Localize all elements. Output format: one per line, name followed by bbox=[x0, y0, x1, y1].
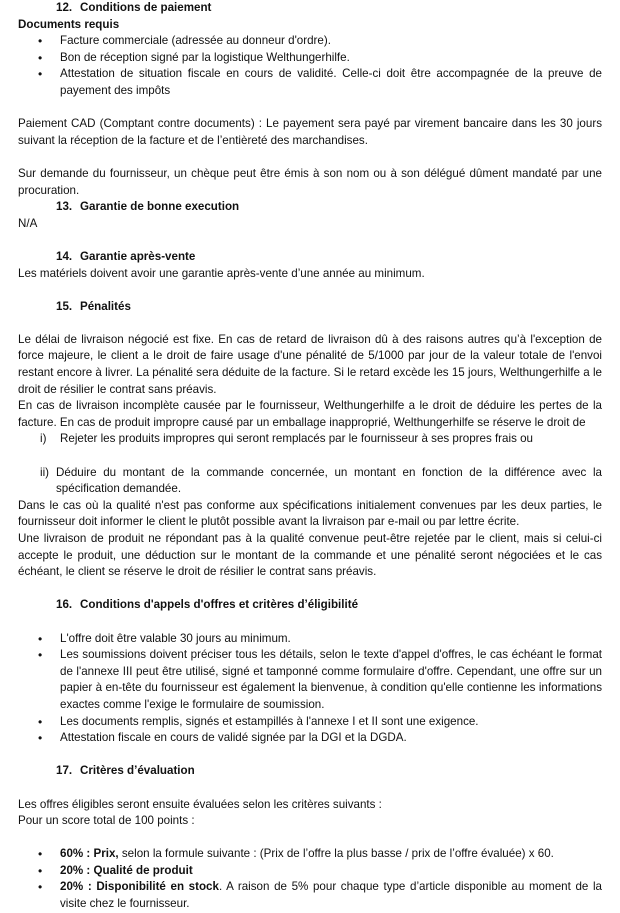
section-title: Critères d’évaluation bbox=[80, 764, 195, 778]
section-17-heading bbox=[56, 763, 602, 780]
list-item: • Bon de réception signé par la logistique Welthungerhilfe. bbox=[18, 50, 602, 67]
section-16-heading bbox=[56, 597, 602, 614]
section-15-heading bbox=[56, 299, 602, 316]
section-number: 12. bbox=[56, 1, 73, 14]
section-number: 17. bbox=[56, 764, 73, 778]
list-item: • L'offre doit être valable 30 jours au minimum. bbox=[18, 631, 602, 648]
section-title: Garantie de bonne execution bbox=[80, 200, 240, 214]
evaluation-intro-1: Les offres éligibles seront ensuite évaluées selon les critères suivants : bbox=[18, 797, 382, 811]
list-item: • Attestation fiscale en cours de validé signée par la DGI et la DGDA. bbox=[18, 730, 602, 747]
sub-item-ii bbox=[18, 465, 602, 498]
document-page bbox=[18, 0, 602, 913]
guarantee-text: N/A bbox=[18, 216, 38, 230]
list-item: • Les soumissions doivent préciser tous les détails, selon le texte d'appel d'offres, le cas échéant le format de l'annexe III peut être utilisé, signé et tamponné comme formulaire d'offre. Cependant, une offre sur un papier à en-tête du fournisseur est également la bienvenue, à condition qu'elle contienne les informations exactes comme l'exige le formulaire de soumission. bbox=[18, 647, 602, 713]
section-title: Conditions de paiement bbox=[80, 1, 212, 14]
eligibility-criteria-list bbox=[18, 631, 602, 747]
section-title: Garantie après-vente bbox=[80, 249, 196, 263]
section-title: Pénalités bbox=[80, 299, 131, 313]
sub-item-i bbox=[18, 431, 602, 448]
list-item bbox=[18, 863, 602, 880]
sub-item-marker: i) bbox=[40, 432, 47, 446]
criterion-description: selon la formule suivante : (Prix de l’offre la plus basse / prix de l’offre évaluée) x 60. bbox=[118, 847, 554, 861]
sub-item-text: Rejeter les produits impropres qui seront remplacés par le fournisseur à ses propres frais ou bbox=[60, 432, 533, 446]
section-number: 15. bbox=[56, 299, 73, 313]
section-12-heading bbox=[56, 0, 602, 17]
section-13-heading bbox=[56, 199, 602, 216]
sub-item-text: Déduire du montant de la commande concernée, un montant en fonction de la différence avec la spécification demandée. bbox=[56, 465, 602, 496]
criterion-weight: 20% : Qualité de produit bbox=[60, 863, 193, 877]
criterion-description: . A raison de 5% pour chaque type d’article disponible au moment de la visite chez le fournisseur. bbox=[60, 880, 602, 911]
list-item bbox=[18, 846, 602, 863]
list-item bbox=[18, 879, 602, 912]
section-number: 16. bbox=[56, 598, 73, 612]
cheque-paragraph: Sur demande du fournisseur, un chèque peut être émis à son nom ou à son délégué dûment mandaté par une procuration. bbox=[18, 166, 602, 197]
section-number: 13. bbox=[56, 200, 73, 214]
after-sales-text: Les matériels doivent avoir une garantie après-vente d’une année au minimum. bbox=[18, 266, 425, 280]
evaluation-criteria-list bbox=[18, 846, 602, 912]
payment-paragraph: Paiement CAD (Comptant contre documents) : Le payement sera payé par virement bancaire dans les 30 jours suivant la réception de la facture et de l’entièreté des marchandises. bbox=[18, 117, 602, 147]
penalty-paragraph-3: Dans le cas où la qualité n'est pas conforme aux spécifications initialement convenues par les deux parties, le fournisseur doit informer le client le plutôt possible avant la livraison par e-mail ou par lettre écrite. bbox=[18, 498, 602, 529]
penalty-paragraph-2: En cas de livraison incomplète causée par le fournisseur, Welthungerhilfe a le droit de déduire les pertes de la facture. En cas de produit impropre causé par un emballage inapproprié, Welthungerhilfe se réserve le droit de bbox=[18, 399, 602, 429]
evaluation-intro-2: Pour un score total de 100 points : bbox=[18, 814, 195, 828]
list-item: • Facture commerciale (adressée au donneur d'ordre). bbox=[18, 33, 602, 50]
criterion-weight: 20% : Disponibilité en stock bbox=[60, 880, 219, 894]
section-14-heading bbox=[56, 249, 602, 266]
penalty-paragraph-1: Le délai de livraison négocié est fixe. En cas de retard de livraison dû à des raisons autres qu’à l'exception de force majeure, le client a le droit de faire usage d'une pénalité de 5/1000 par jour de la valeur totale de l'envoi restant encore à livrer. La pénalité sera déduite de la facture. Si le retard excède les 15 jours, Welthungerhilfe a le droit de résilier le contrat sans préavis. bbox=[18, 332, 602, 396]
criterion-weight: 60% : Prix, bbox=[60, 847, 119, 861]
penalty-paragraph-4: Une livraison de produit ne répondant pas à la qualité convenue peut-être rejetée par le client, mais si celui-ci accepte le produit, une déduction sur le montant de la commande et une pénalité seront négociées et le cas échéant, le client se réserve le droit de résilier le contrat sans préavis. bbox=[18, 532, 602, 579]
list-item: • Les documents remplis, signés et estampillés à l'annexe I et II sont une exigence. bbox=[18, 714, 602, 731]
section-number: 14. bbox=[56, 249, 73, 263]
documents-required-label: Documents requis bbox=[18, 17, 120, 31]
sub-item-marker: ii) bbox=[40, 465, 50, 479]
list-item: • Attestation de situation fiscale en cours de validité. Celle-ci doit être accompagnée de la preuve de payement des impôts bbox=[18, 66, 602, 99]
section-title: Conditions d'appels d'offres et critères d’éligibilité bbox=[80, 598, 359, 612]
required-documents-list bbox=[18, 33, 602, 99]
